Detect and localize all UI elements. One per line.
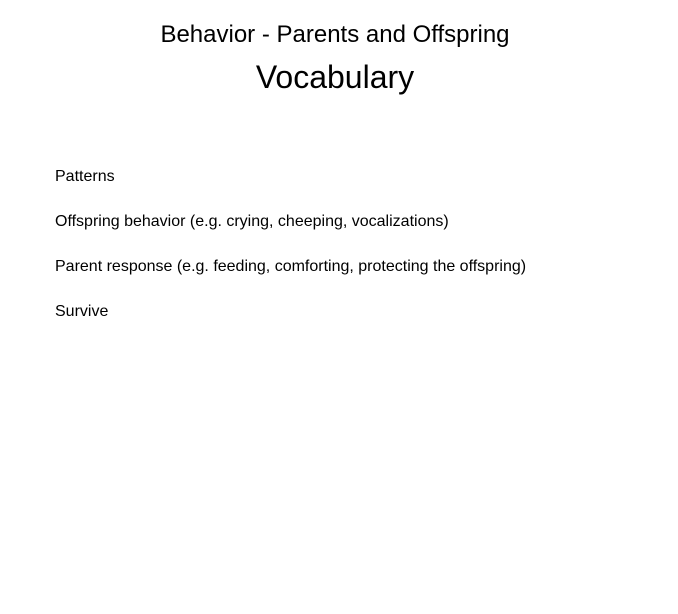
vocabulary-item-patterns: Patterns: [55, 168, 115, 185]
vocabulary-item-survive: Survive: [55, 303, 109, 320]
document-title: Vocabulary: [255, 59, 415, 95]
vocabulary-list: [55, 166, 526, 346]
vocabulary-item-offspring-behavior: Offspring behavior (e.g. crying, cheeping, vocalizations): [55, 213, 449, 230]
vocabulary-item-parent-response: Parent response (e.g. feeding, comforting, protecting the offspring): [55, 258, 527, 275]
document-subtitle: Behavior - Parents and Offspring: [160, 21, 510, 48]
